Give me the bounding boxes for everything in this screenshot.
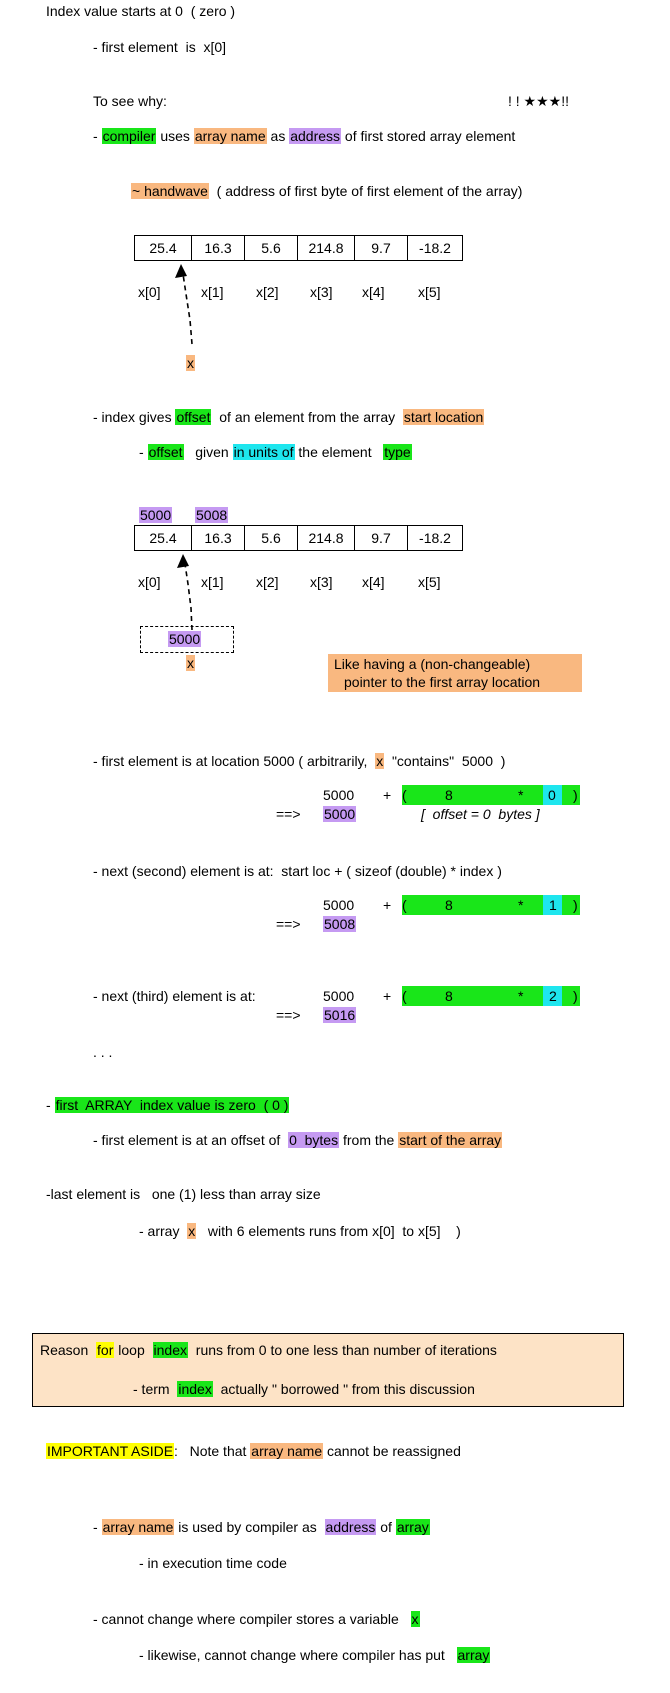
calc1-intro: - first element is at location 5000 ( arbitrarily, x "contains" 5000 ) <box>93 753 506 769</box>
first-element-note: - first element is x[0] <box>93 39 227 55</box>
calc1-index: 0 <box>548 787 556 803</box>
array-cell: -18.2 <box>408 526 463 551</box>
highlight-start-location: start location <box>403 409 484 425</box>
calc3-size: 8 <box>445 988 453 1004</box>
array-cell: 5.6 <box>245 526 298 551</box>
pointer-note-line1: Like having a (non-changeable) <box>334 656 531 672</box>
array-cell: 16.3 <box>192 526 245 551</box>
calc2-result: 5008 <box>324 916 356 932</box>
calc3-times: * <box>518 988 524 1004</box>
highlight-start-of-array: start of the array <box>399 1132 502 1148</box>
array-cell: -18.2 <box>408 236 463 261</box>
calc3-plus: + <box>383 988 392 1004</box>
address-label-5008: 5008 <box>196 507 228 523</box>
calc2-plus: + <box>383 897 392 913</box>
array-cell: 214.8 <box>298 236 355 261</box>
pointer-arrow-1 <box>170 260 200 350</box>
array-index-label: x[1] <box>201 574 224 590</box>
pointer-note-line2: pointer to the first array location <box>344 674 541 690</box>
page-title: Index value starts at 0 ( zero ) <box>46 3 236 19</box>
calc3-open-paren: ( <box>402 988 407 1004</box>
calc3-intro: - next (third) element is at: <box>93 988 256 1004</box>
highlight-array-name: array name <box>251 1443 323 1459</box>
important-aside-line: IMPORTANT ASIDE: Note that array name cannot be reassigned <box>47 1443 461 1459</box>
highlight-address: address <box>290 128 341 144</box>
highlight-for: for <box>97 1342 114 1358</box>
array-range-line: - array x with 6 elements runs from x[0] to x[5] ) <box>139 1223 461 1239</box>
highlight-offset: offset <box>176 409 211 425</box>
calc2-open-paren: ( <box>402 897 407 913</box>
index-offset-line: - index gives offset of an element from the array start location <box>93 409 484 425</box>
array-index-label: x[2] <box>256 574 279 590</box>
highlight-x: x <box>411 1611 419 1627</box>
array-index-label: x[4] <box>362 574 385 590</box>
calc2-size: 8 <box>445 897 453 913</box>
array-index-label: x[4] <box>362 284 385 300</box>
highlight-index: index <box>178 1381 212 1397</box>
ellipsis: . . . <box>93 1044 113 1060</box>
calc3-index: 2 <box>549 988 557 1004</box>
reason-line: Reason for loop index runs from 0 to one less than number of iterations <box>40 1342 497 1358</box>
calc2-index: 1 <box>549 897 557 913</box>
calc1-offset-note: [ offset = 0 bytes ] <box>421 806 540 822</box>
array-cell: 214.8 <box>298 526 355 551</box>
array-cell: 25.4 <box>135 236 192 261</box>
reason-sub-line: - term index actually " borrowed " from this discussion <box>133 1381 475 1397</box>
array-index-label: x[5] <box>418 284 441 300</box>
highlight-array: array <box>396 1519 429 1535</box>
calc1-size: 8 <box>445 787 453 803</box>
calc1-close-paren: ) <box>573 787 578 803</box>
array-index-label: x[2] <box>256 284 279 300</box>
array-cell: 16.3 <box>192 236 245 261</box>
to-see-why-label: To see why: <box>93 93 167 109</box>
compiler-line: - compiler uses array name as address of first stored array element <box>93 128 516 144</box>
highlight-important-aside: IMPORTANT ASIDE <box>47 1443 174 1459</box>
highlight-address: address <box>325 1519 376 1535</box>
highlight-array-name: array name <box>102 1519 174 1535</box>
array-cell: 25.4 <box>135 526 192 551</box>
calc3-base: 5000 <box>323 988 355 1004</box>
first-index-zero-line: - first ARRAY index value is zero ( 0 ) <box>46 1097 289 1113</box>
calc3-arrow: ==> <box>276 1007 301 1023</box>
calc1-open-paren: ( <box>402 787 407 803</box>
array-diagram-1 <box>134 235 463 261</box>
highlight-zero-bytes: 0 bytes <box>289 1132 339 1148</box>
variable-x-label: x <box>187 355 194 371</box>
array-diagram-2 <box>134 525 463 551</box>
array-index-label: x[0] <box>138 574 161 590</box>
aside-point-2: - cannot change where compiler stores a variable x <box>93 1611 419 1627</box>
array-cell: 9.7 <box>355 526 408 551</box>
array-index-label: x[3] <box>310 284 333 300</box>
highlight-compiler: compiler <box>102 128 156 144</box>
calc2-arrow: ==> <box>276 916 301 932</box>
calc2-times: * <box>518 897 524 913</box>
calc1-plus: + <box>383 787 392 803</box>
aside-point-1: - array name is used by compiler as address of array <box>93 1519 429 1535</box>
highlight-offset: offset <box>148 444 183 460</box>
array-index-label: x[0] <box>138 284 161 300</box>
address-label-5000: 5000 <box>140 507 172 523</box>
highlight-handwave: ~ handwave <box>132 183 208 199</box>
handwave-line: ~ handwave ( address of first byte of first element of the array) <box>132 183 523 199</box>
calc1-result: 5000 <box>324 806 356 822</box>
aside-point-1-sub: - in execution time code <box>139 1555 287 1571</box>
pointer-box-value: 5000 <box>169 631 201 647</box>
calc2-close-paren: ) <box>573 897 578 913</box>
pointer-note-box <box>328 654 582 692</box>
calc3-close-paren: ) <box>573 988 578 1004</box>
array-cell: 5.6 <box>245 236 298 261</box>
highlight-first-index: first ARRAY index value is zero ( 0 ) <box>55 1097 289 1113</box>
aside-point-2-sub: - likewise, cannot change where compiler has put array <box>139 1647 490 1663</box>
highlight-array-name: array name <box>194 128 266 144</box>
highlight-type: type <box>384 444 411 460</box>
last-element-line: -last element is one (1) less than array size <box>46 1186 321 1202</box>
array-index-label: x[3] <box>310 574 333 590</box>
highlight-array: array <box>457 1647 490 1663</box>
array-index-label: x[5] <box>418 574 441 590</box>
variable-x-label: x <box>187 655 194 671</box>
calc1-base: 5000 <box>323 787 355 803</box>
calc1-arrow: ==> <box>276 806 301 822</box>
highlight-in-units-of: in units of <box>233 444 294 460</box>
array-index-label: x[1] <box>201 284 224 300</box>
offset-units-line: - offset given in units of the element type <box>139 444 411 460</box>
stars-decoration: ! ! ★★★!! <box>508 93 569 109</box>
array-cell: 9.7 <box>355 236 408 261</box>
calc1-times: * <box>518 787 524 803</box>
highlight-index: index <box>153 1342 187 1358</box>
calc2-intro: - next (second) element is at: start loc + ( sizeof (double) * index ) <box>93 863 502 879</box>
calc3-result: 5016 <box>324 1007 356 1023</box>
calc2-base: 5000 <box>323 897 355 913</box>
offset-zero-line: - first element is at an offset of 0 bytes from the start of the array <box>93 1132 502 1148</box>
